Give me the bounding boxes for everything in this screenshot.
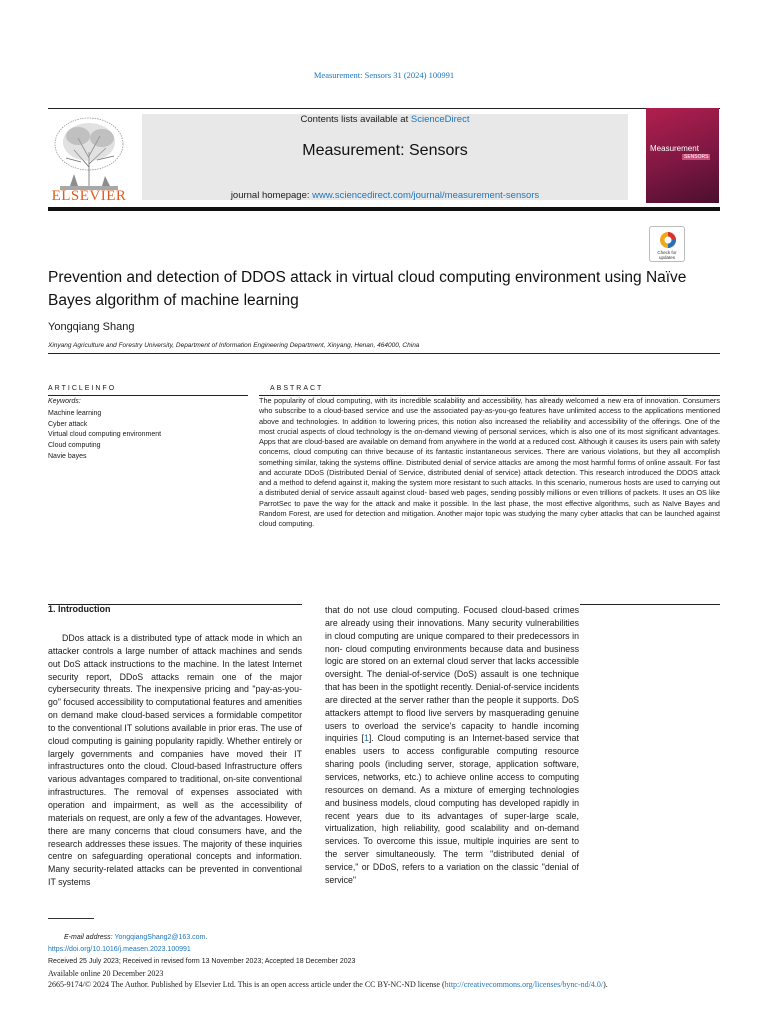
email-footnote: E-mail address: YongqiangShang2@163.com. (64, 934, 208, 941)
available-online: Available online 20 December 2023 (48, 969, 164, 978)
section-heading-introduction: 1. Introduction (48, 604, 111, 614)
keyword-item: Cloud computing (48, 442, 101, 450)
keyword-item: Cyber attack (48, 420, 88, 428)
body-text: that do not use cloud computing. Focused cloud-based crimes are already using their innovations. Many security vulnerabilities in cloud computing are unique compared to their predecessors in non- cloud computing environments because data and business logic are stored on an external cloud server that lacks accessible oversight. The denial-of-service (DoS) assault is one technique that has been in the spotlight recently. Denial-of-service incidents are directed at the server rather than the people it supports. DoS attackers attempt to flood live servers by masquerading genuine users to overload the service's capacity to handle incoming inquiries [ (325, 605, 579, 744)
keywords-label: Keywords: (48, 398, 81, 405)
abstract-heading: ABSTRACT (270, 385, 324, 392)
received-dates: Received 25 July 2023; Received in revised form 13 November 2023; Accepted 18 December 2023 (48, 958, 356, 965)
header-bottom-rule (48, 207, 720, 211)
author-affiliation: Xinyang Agriculture and Forestry University, Department of Information Engineering Department, Xinyang, Henan, 464000, China (48, 342, 420, 349)
keyword-list (48, 409, 161, 463)
abstract-text: The popularity of cloud computing, with its incredible scalability and accessibility, has already welcomed a new era of innovation. Consumers who subscribe to a cloud-based service and use the associated pay-as-you-go features have unlimited access to the applications mentioned above and technologies. In addition to lowering prices, this notion also increased the reliability and accessibility of the offerings. One of the most crucial aspects of cloud technology is the on-demand viewing of personal services, which is also one of its most significant advantages. Apps that are cloud-based are available on demand from anywhere in the world at a reduced cost. Although it causes its users pain with safety concerns, cloud computing can thrive because of its fantastic instantaneous services. There are various violations, but they all accomplish something similar, taking the systems offline. Distributed denial of service attacks are among the most harmful forms of online assault. For fast and accurate DDoS (Distributed Denial of Service, distributed denial of service) attack detection. This research introduced the DDOS attack and a method to defend against it, making the system more resistant to such attacks. In this scenario, numerous hosts are used to carrying out a distributed denial of service assault against cloud- based web pages, sending possibly millions or even trillions of packets. It uses an OS like ParrotSec to pave the way for the attack and make it possible. In the last phase, the most effective algorithms, such as Naïve Bayes and Random Forest, are used for detection and mitigation. Another major topic was studying the many cyber attacks that can be launched against cloud computing. (259, 396, 720, 528)
body-column-left: DDos attack is a distributed type of attack mode in which an attacker controls a large number of attack machines and sends out DoS attack instructions to the machine. In the latest Internet security report, DDoS attacks remain one of the major cybersecurity threats. The inexpensive pricing and "pay-as-you-go" focused accessibility to computational features and amenities on demand make cloud-based services a formidable competitor to the conventional IT solutions available in prior eras. The use of cloud computing is gaining popularity rapidly. Whether entirely or largely governments and companies have moved their IT infrastructures onto the cloud. Cloud-based Infrastructure offers various advantages compared to traditional, on-site conventional infrastructures. The removal of expenses associated with operation and impairment, as well as the accessibility of materials on request, are only a few of the advantages. However, there are many concerns that cloud consumers have, and the research addresses these issues. The majority of these inquiries centre on safeguarding operational concepts and information. Many security-related attacks can be prevented in conventional IT systems (48, 633, 302, 888)
cover-title: Measurement (650, 144, 699, 153)
homepage-prefix: journal homepage: (230, 190, 313, 201)
journal-cover-thumbnail[interactable] (646, 108, 719, 203)
title-rule (48, 353, 720, 354)
license-suffix: ). (603, 980, 608, 989)
journal-banner (142, 114, 628, 200)
doi-link[interactable]: https://doi.org/10.1016/j.measen.2023.100991 (48, 946, 191, 953)
check-updates-icon (659, 231, 677, 249)
email-label: E-mail address: (64, 934, 113, 941)
contents-prefix: Contents lists available at (300, 114, 411, 125)
sciencedirect-link[interactable]: ScienceDirect (410, 114, 470, 125)
article-info-heading: ARTICLEINFO (48, 385, 117, 392)
elsevier-wordmark: ELSEVIER (51, 188, 127, 204)
author-email-link[interactable]: YongqiangShang2@163.com (114, 934, 206, 941)
license-prefix: 2665-9174/© 2024 The Author. Published by Elsevier Ltd. This is an open access article under the CC BY-NC-ND license ( (48, 980, 445, 989)
article-title: Prevention and detection of DDOS attack in virtual cloud computing environment using Naïve Bayes algorithm of machine learning (48, 269, 687, 309)
cover-subtitle: SENSORS (684, 154, 709, 160)
journal-homepage-link[interactable]: www.sciencedirect.com/journal/measurement-sensors (312, 190, 540, 201)
body-column-right (325, 604, 579, 887)
check-for-updates-badge[interactable] (649, 226, 685, 262)
article-author[interactable]: Yongqiang Shang (48, 321, 135, 333)
check-updates-label: Check for updates (657, 250, 677, 260)
citation-ref-1[interactable]: 1 (363, 733, 369, 744)
journal-citation-link[interactable]: Measurement: Sensors 31 (2024) 100991 (313, 70, 455, 80)
contents-line (142, 114, 628, 125)
license-line (48, 980, 608, 989)
journal-title: Measurement: Sensors (302, 142, 468, 159)
keyword-item: Navie bayes (48, 452, 87, 460)
keyword-item: Virtual cloud computing environment (48, 431, 162, 439)
article-info-rule (48, 395, 248, 396)
body-rule-right (580, 604, 720, 605)
journal-homepage-line (142, 190, 628, 201)
body-text: ]. Cloud computing is an Internet-based service that enables users to access configurable computing resource sharing pools (including server, storage, application software, services, networks, etc.) to achieve online access to computing resources on demand. As a mixture of emerging technologies and business models, cloud computing has developed rapidly in recent years due to its advantages of super-large scale, virtualization, high reliability, good scalability and on-demand services. To overcome this issue, multiple inquiries are sent to the server simultaneously. The term "distributed denial of service," or DDoS, refers to a variation on the classic "denial of service" (325, 733, 579, 885)
license-link[interactable]: http://creativecommons.org/licenses/bync-nd/4.0/ (444, 980, 604, 989)
header-top-rule (48, 108, 720, 109)
footnote-rule (48, 918, 94, 919)
keyword-item: Machine learning (48, 410, 102, 417)
